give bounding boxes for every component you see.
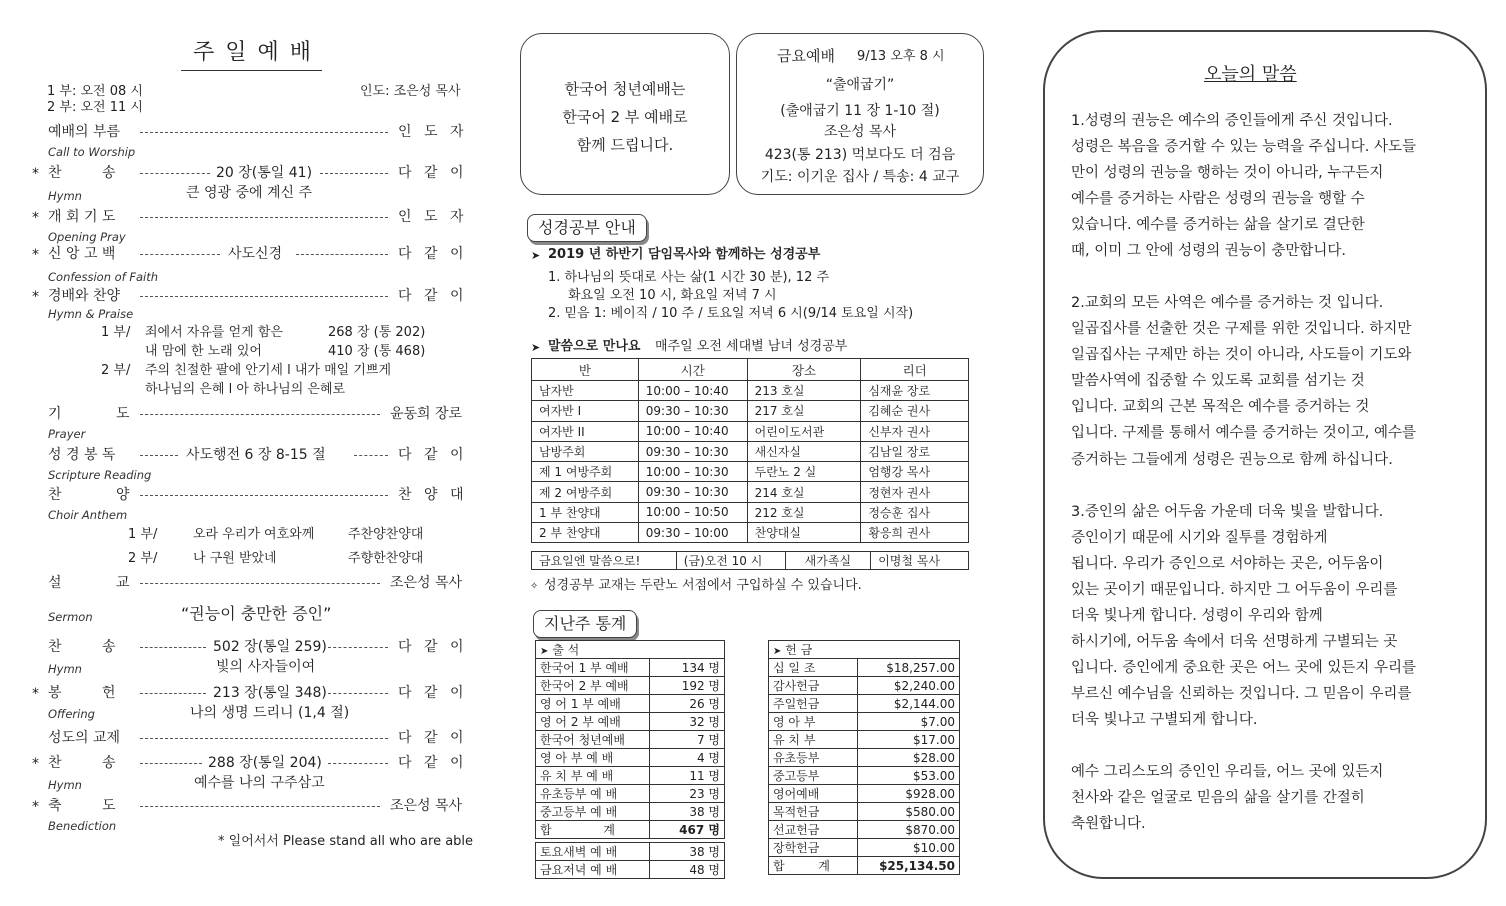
table-cell: 금요일엔 말씀으로!: [532, 552, 677, 570]
word-line: 더욱 빛나게 합니다. 성령이 우리와 함께: [1071, 608, 1323, 624]
study-bullet-1: 2019 년 하반기 담임목사와 함께하는 성경공부: [548, 247, 821, 262]
table-cell: 10:00 – 10:40: [638, 421, 747, 441]
leader-line: [140, 583, 380, 584]
order-right: 조은성 목사: [390, 798, 463, 814]
table-cell: 여자반 I: [532, 401, 639, 421]
praise-part: 1 부/: [101, 325, 131, 340]
table-cell: 감사헌금: [769, 677, 858, 695]
table-header-row: [536, 641, 725, 659]
table-row: [532, 401, 969, 421]
table-cell: $580.00: [858, 803, 960, 821]
study-line: 화요일 오전 10 시, 화요일 저녁 7 시: [568, 288, 777, 303]
table-cell: 38 명: [649, 843, 724, 861]
word-line: 더욱 빛나고 구별되게 합니다.: [1071, 712, 1258, 728]
table-cell: $18,257.00: [858, 659, 960, 677]
table-cell: 금요저녁 예 배: [536, 861, 650, 879]
word-line: 됩니다. 우리가 증인으로 서야하는 곳은, 어두움이: [1071, 556, 1384, 572]
order-english: Confession of Faith: [48, 270, 159, 284]
table-cell: 217 호실: [747, 401, 861, 421]
friday-passage: (출애굽기 11 장 1-10 절): [780, 103, 940, 119]
order-sub: 나의 생명 드리니 (1,4 절): [190, 705, 350, 721]
order-english: Offering: [48, 707, 95, 721]
table-row: [536, 861, 725, 879]
table-cell: 김남일 장로: [861, 441, 969, 461]
word-line: 1.성령의 권능은 예수의 증인들에게 주신 것입니다.: [1071, 113, 1393, 129]
order-english: Hymn: [48, 662, 82, 676]
leader-line: [140, 254, 220, 255]
praise-number: 410 장 (통 468): [328, 344, 426, 359]
youth-line: 함께 드립니다.: [576, 136, 674, 154]
table-row: [536, 731, 725, 749]
leader-line: [320, 173, 388, 174]
worship-title: 주 일 예 배: [193, 40, 313, 65]
table-cell: 영 어 1 부 예배: [536, 695, 650, 713]
table-row: [532, 502, 969, 522]
leader-line: [328, 693, 388, 694]
column-header: 시간: [638, 359, 747, 381]
table-cell: 유초등부 예 배: [536, 785, 650, 803]
order-sub: 예수를 나의 구주삼고: [194, 775, 325, 791]
table-cell: 09:30 – 10:30: [638, 482, 747, 502]
word-line: 천사와 같은 얼굴로 믿음의 삶을 살기를 간절히: [1071, 790, 1365, 806]
stand-marker: *: [32, 799, 39, 815]
table-cell: 212 호실: [747, 502, 861, 522]
table-cell: $25,134.50: [858, 857, 960, 875]
order-label: 경배와 찬양: [48, 288, 121, 304]
table-cell: 7 명: [649, 731, 724, 749]
table-cell: 남방주회: [532, 441, 639, 461]
order-right: 다 같 이: [398, 288, 464, 304]
choir-part: 2 부/: [128, 551, 158, 566]
order-right: 찬 양 대: [398, 487, 464, 503]
bullet-arrow-icon: ➤: [540, 646, 549, 657]
table-cell: 한국어 청년예배: [536, 731, 650, 749]
table-cell: 09:30 – 10:30: [638, 401, 747, 421]
table-header-row: [769, 641, 960, 659]
table-cell: 09:30 – 10:30: [638, 441, 747, 461]
leader-line: [328, 647, 388, 648]
choir-song: 오라 우리가 여호와께: [193, 527, 315, 542]
bullet-arrow-icon: ➤: [531, 249, 541, 262]
table-cell: 134 명: [649, 659, 724, 677]
order-english: Hymn: [48, 189, 82, 203]
table-cell: 김혜순 권사: [861, 401, 969, 421]
table-row: [769, 785, 960, 803]
order-english: Benediction: [48, 819, 117, 833]
order-label: 신 앙 고 백: [48, 246, 116, 262]
praise-number: 268 장 (통 202): [328, 325, 426, 340]
order-middle: 사도신경: [228, 246, 283, 262]
table-cell: 10:00 – 10:30: [638, 462, 747, 482]
table-cell: $2,240.00: [858, 677, 960, 695]
table-cell: 어린이도서관: [747, 421, 861, 441]
table-row: [536, 695, 725, 713]
table-cell: 213 호실: [747, 381, 861, 401]
word-line: 입니다. 증인에게 중요한 곳은 어느 곳에 있든지 우리를: [1071, 660, 1417, 676]
leader-line: [140, 173, 210, 174]
column-header: 장소: [747, 359, 861, 381]
leader-line: [296, 254, 388, 255]
order-right: 인 도 자: [398, 209, 464, 225]
leader-line: [328, 763, 388, 764]
word-line: 성령은 복음을 증거할 수 있는 능력을 주십니다. 사도들: [1071, 139, 1417, 155]
sermon-title: “권능이 충만한 증인”: [181, 604, 332, 623]
order-right: 인 도 자: [398, 124, 464, 140]
order-right: 윤동희 장로: [390, 406, 463, 422]
table-cell: 23 명: [649, 785, 724, 803]
word-line: 증인이기 때문에 시기와 질투를 경험하게: [1071, 530, 1328, 546]
word-line: 3.증인의 삶은 어두움 가운데 더욱 빛을 발합니다.: [1071, 504, 1384, 520]
word-line: 입니다. 교회의 근본 목적은 예수를 증거하는 것: [1071, 399, 1370, 415]
order-right: 다 같 이: [398, 730, 464, 746]
table-cell: $2,144.00: [858, 695, 960, 713]
table-cell: 10:00 – 10:50: [638, 502, 747, 522]
word-line: 예수 그리스도의 증인인 우리들, 어느 곳에 있든지: [1071, 764, 1384, 780]
friday-study-row: [531, 551, 969, 570]
leader-line: [140, 693, 206, 694]
friday-subject: “출애굽기”: [825, 77, 895, 93]
order-label: 성도의 교제: [48, 730, 121, 746]
leader-line: [140, 455, 178, 456]
table-cell: 십 일 조: [769, 659, 858, 677]
word-line: 증거하는 그들에게 성령은 권능으로 함께 하십니다.: [1071, 452, 1393, 468]
youth-line: 한국어 2 부 예배로: [562, 108, 688, 126]
friday-service-box: [736, 33, 984, 195]
order-english: Call to Worship: [48, 145, 136, 159]
leader-line: [140, 217, 388, 218]
order-sub: 빛의 사자들이여: [216, 659, 316, 675]
study-section-title: 성경공부 안내: [527, 214, 647, 242]
word-line: 때, 이미 그 안에 성령의 권능이 충만합니다.: [1071, 243, 1346, 259]
table-cell: $7.00: [858, 713, 960, 731]
table-cell: 유초등부: [769, 749, 858, 767]
table-cell: 11 명: [649, 767, 724, 785]
table-row: [532, 462, 969, 482]
table-row: [536, 713, 725, 731]
friday-title: 금요예배: [777, 47, 835, 65]
table-cell: $17.00: [858, 731, 960, 749]
order-label: 예배의 부름: [48, 124, 121, 140]
table-row: [532, 381, 969, 401]
study-line: 2. 믿음 1: 베이직 / 10 주 / 토요일 저녁 6 시(9/14 토요일 시작): [548, 306, 914, 321]
table-cell: 주일헌금: [769, 695, 858, 713]
table-row: [532, 523, 969, 543]
table-cell: 합 계: [769, 857, 858, 875]
friday-preacher: 조은성 목사: [823, 124, 897, 140]
table-row: [532, 552, 969, 570]
table-cell: 새가족실: [785, 552, 871, 570]
praise-song: 하나님의 은혜 l 아 하나님의 은혜로: [145, 382, 346, 397]
table-cell: 32 명: [649, 713, 724, 731]
table-cell: 신부자 권사: [861, 421, 969, 441]
total-row: [536, 821, 725, 839]
leader-line: [354, 455, 388, 456]
diamond-icon: ✧: [530, 581, 539, 592]
table-cell: 214 호실: [747, 482, 861, 502]
order-middle: 20 장(통일 41): [216, 165, 313, 181]
order-label: 성 경 봉 독: [48, 447, 116, 463]
table-row: [532, 482, 969, 502]
order-middle: 사도행전 6 장 8-15 절: [186, 447, 326, 463]
word-line: 말씀사역에 집중할 수 있도록 교회를 섬기는 것: [1071, 373, 1365, 389]
table-row: [536, 767, 725, 785]
order-right: 조은성 목사: [390, 575, 463, 591]
table-cell: 목적헌금: [769, 803, 858, 821]
table-row: [769, 821, 960, 839]
table-cell: 새신자실: [747, 441, 861, 461]
table-cell: 황응희 권사: [861, 523, 969, 543]
table-cell: $928.00: [858, 785, 960, 803]
order-right: 다 같 이: [398, 447, 464, 463]
table-cell: 48 명: [649, 861, 724, 879]
table-row: [536, 843, 725, 861]
order-english: Hymn: [48, 778, 82, 792]
worship-title-rule: [181, 70, 322, 71]
attendance-label: 출 석: [552, 643, 580, 657]
order-label: 기 도: [48, 406, 130, 422]
table-cell: 09:30 – 10:00: [638, 523, 747, 543]
table-cell: 영 어 2 부 예배: [536, 713, 650, 731]
table-row: [769, 767, 960, 785]
table-cell: [769, 641, 960, 659]
attendance-table: [535, 640, 725, 839]
table-cell: 정현자 권사: [861, 482, 969, 502]
table-cell: 26 명: [649, 695, 724, 713]
attendance-extra-table: [535, 842, 725, 879]
order-right: 다 같 이: [398, 165, 464, 181]
table-header-row: [532, 359, 969, 381]
choir-song: 나 구원 받았네: [193, 551, 277, 566]
table-cell: 2 부 찬양대: [532, 523, 639, 543]
study-note: 성경공부 교재는 두란노 서점에서 구입하실 수 있습니다.: [544, 578, 862, 593]
table-cell: 한국어 1 부 예배: [536, 659, 650, 677]
order-sub: 큰 영광 중에 계신 주: [186, 185, 312, 201]
order-right: 다 같 이: [398, 685, 464, 701]
table-row: [536, 803, 725, 821]
choir-team: 주향한찬양대: [348, 551, 424, 566]
order-label: 축 도: [48, 798, 116, 814]
stand-marker: *: [32, 756, 39, 772]
order-english: Opening Pray: [48, 230, 126, 244]
study-line: 1. 하나님의 뜻대로 사는 삶(1 시간 30 분), 12 주: [548, 270, 830, 285]
word-line: 2.교회의 모든 사역은 예수를 증거하는 것 입니다.: [1071, 295, 1384, 311]
praise-part: 2 부/: [101, 363, 131, 378]
offering-table: [768, 640, 960, 875]
order-right: 다 같 이: [398, 755, 464, 771]
stats-section-title: 지난주 통계: [533, 610, 637, 638]
table-row: [769, 695, 960, 713]
word-line: 만이 성령의 권능을 행하는 것이 아니라, 누구든지: [1071, 165, 1384, 181]
order-english: Scripture Reading: [48, 468, 152, 482]
order-label: 찬 양: [48, 487, 130, 503]
todays-word-title: 오늘의 말씀: [1204, 64, 1297, 85]
table-row: [769, 749, 960, 767]
table-row: [536, 659, 725, 677]
leader-line: [140, 763, 202, 764]
table-cell: 영어예배: [769, 785, 858, 803]
order-label: 설 교: [48, 575, 130, 591]
service-time-1: 1 부: 오전 08 시: [47, 84, 143, 99]
table-cell: 토요새벽 예 배: [536, 843, 650, 861]
table-row: [532, 441, 969, 461]
table-cell: 합 계: [536, 821, 650, 839]
table-row: [536, 785, 725, 803]
table-row: [769, 677, 960, 695]
table-cell: 영 아 부: [769, 713, 858, 731]
column-header: 반: [532, 359, 639, 381]
table-cell: 장학헌금: [769, 839, 858, 857]
table-cell: 정승훈 집사: [861, 502, 969, 522]
table-cell: 한국어 2 부 예배: [536, 677, 650, 695]
table-cell: 영 아 부 예 배: [536, 749, 650, 767]
bullet-arrow-icon: ➤: [531, 341, 541, 354]
friday-date: 9/13 오후 8 시: [857, 49, 945, 64]
order-label: 찬 송: [48, 639, 116, 655]
stand-marker: *: [32, 289, 39, 305]
table-cell: 이명철 목사: [871, 552, 969, 570]
stand-marker: *: [32, 210, 39, 226]
order-english: Choir Anthem: [48, 508, 128, 522]
table-row: [536, 749, 725, 767]
choir-team: 주찬양찬양대: [348, 527, 424, 542]
table-cell: $28.00: [858, 749, 960, 767]
total-row: [769, 857, 960, 875]
praise-song: 내 맘에 한 노래 있어: [145, 344, 262, 359]
word-line: 있습니다. 예수를 증거하는 삶을 살기로 결단한: [1071, 217, 1365, 233]
table-cell: 찬양대실: [747, 523, 861, 543]
leader-line: [140, 738, 388, 739]
table-cell: 남자반: [532, 381, 639, 401]
word-line: 예수를 증거하는 사람은 성령의 권능을 행할 수: [1071, 191, 1365, 207]
word-line: 일곱집사를 선출한 것은 구제를 위한 것입니다. 하지만: [1071, 321, 1412, 337]
leader-line: [140, 647, 206, 648]
table-cell: 192 명: [649, 677, 724, 695]
stand-marker: *: [32, 166, 39, 182]
offering-label: 헌 금: [785, 643, 813, 657]
word-line: 축원합니다.: [1071, 816, 1146, 832]
order-label: 개 회 기 도: [48, 209, 116, 225]
friday-hymn: 423(통 213) 먹보다도 더 검음: [764, 147, 956, 163]
order-label: 찬 송: [48, 165, 116, 181]
table-cell: 두란노 2 실: [747, 462, 861, 482]
order-middle: 213 장(통일 348): [213, 685, 327, 701]
table-cell: 제 2 여방주회: [532, 482, 639, 502]
table-cell: 10:00 – 10:40: [638, 381, 747, 401]
table-cell: 유 치 부 예 배: [536, 767, 650, 785]
leader-line: [140, 806, 380, 807]
table-cell: 4 명: [649, 749, 724, 767]
table-cell: 467 명: [649, 821, 724, 839]
stand-marker: *: [32, 247, 39, 263]
friday-roles: 기도: 이기운 집사 / 특송: 4 교구: [760, 169, 960, 185]
word-line: 입니다. 구제를 통해서 예수를 증거하는 것이고, 예수를: [1071, 425, 1417, 441]
word-line: 부르신 예수님을 신뢰하는 것입니다. 그 믿음이 우리를: [1071, 686, 1412, 702]
leader-line: [140, 296, 388, 297]
word-line: 있는 곳이기 때문입니다. 하지만 그 어두움이 우리를: [1071, 582, 1398, 598]
bullet-arrow-icon: ➤: [773, 646, 782, 657]
youth-notice-box: [520, 33, 730, 195]
table-cell: 엄행강 목사: [861, 462, 969, 482]
table-cell: 선교헌금: [769, 821, 858, 839]
order-middle: 288 장(통일 204): [208, 755, 322, 771]
table-cell: 중고등부: [769, 767, 858, 785]
table-cell: (금)오전 10 시: [676, 552, 785, 570]
service-leader: 인도: 조은성 목사: [360, 84, 461, 99]
table-cell: $870.00: [858, 821, 960, 839]
table-cell: 제 1 여방주회: [532, 462, 639, 482]
table-row: [769, 731, 960, 749]
column-header: 리더: [861, 359, 969, 381]
youth-line: 한국어 청년예배는: [564, 80, 686, 98]
table-row: [769, 659, 960, 677]
order-middle: 502 장(통일 259): [213, 639, 327, 655]
table-cell: 중고등부 예 배: [536, 803, 650, 821]
choir-part: 1 부/: [128, 527, 158, 542]
table-cell: 1 부 찬양대: [532, 502, 639, 522]
order-right: 다 같 이: [398, 639, 464, 655]
table-cell: 유 치 부: [769, 731, 858, 749]
table-cell: 심재윤 장로: [861, 381, 969, 401]
order-right: 다 같 이: [398, 246, 464, 262]
stand-marker: *: [32, 686, 39, 702]
praise-song: 주의 친절한 팔에 안기세 l 내가 매일 기쁘게: [145, 363, 392, 378]
table-cell: [536, 641, 725, 659]
order-label: 찬 송: [48, 755, 116, 771]
service-time-2: 2 부: 오전 11 시: [47, 100, 143, 115]
order-english: Hymn & Praise: [48, 307, 134, 321]
leader-line: [140, 414, 380, 415]
table-row: [769, 713, 960, 731]
study-schedule-table: [531, 358, 969, 543]
leader-line: [140, 132, 388, 133]
stand-footnote: * 일어서서 Please stand all who are able: [218, 834, 474, 849]
word-line: 하시기에, 어두움 속에서 더욱 선명하게 구별되는 곳: [1071, 634, 1398, 650]
table-row: [532, 421, 969, 441]
word-line: 일곱집사는 구제만 하는 것이 아니라, 사도들이 기도와: [1071, 347, 1412, 363]
table-row: [769, 839, 960, 857]
order-english: Prayer: [48, 427, 86, 441]
table-cell: 여자반 II: [532, 421, 639, 441]
praise-song: 죄에서 자유를 얻게 함은: [145, 325, 283, 340]
leader-line: [140, 495, 388, 496]
table-row: [769, 803, 960, 821]
study-bullet-2-detail: 매주일 오전 세대별 남녀 성경공부: [655, 339, 848, 354]
study-bullet-2: 말씀으로 만나요: [548, 339, 641, 354]
order-english: Sermon: [48, 610, 93, 624]
table-cell: $53.00: [858, 767, 960, 785]
table-cell: 38 명: [649, 803, 724, 821]
order-label: 봉 헌: [48, 685, 116, 701]
table-row: [536, 677, 725, 695]
table-cell: $10.00: [858, 839, 960, 857]
